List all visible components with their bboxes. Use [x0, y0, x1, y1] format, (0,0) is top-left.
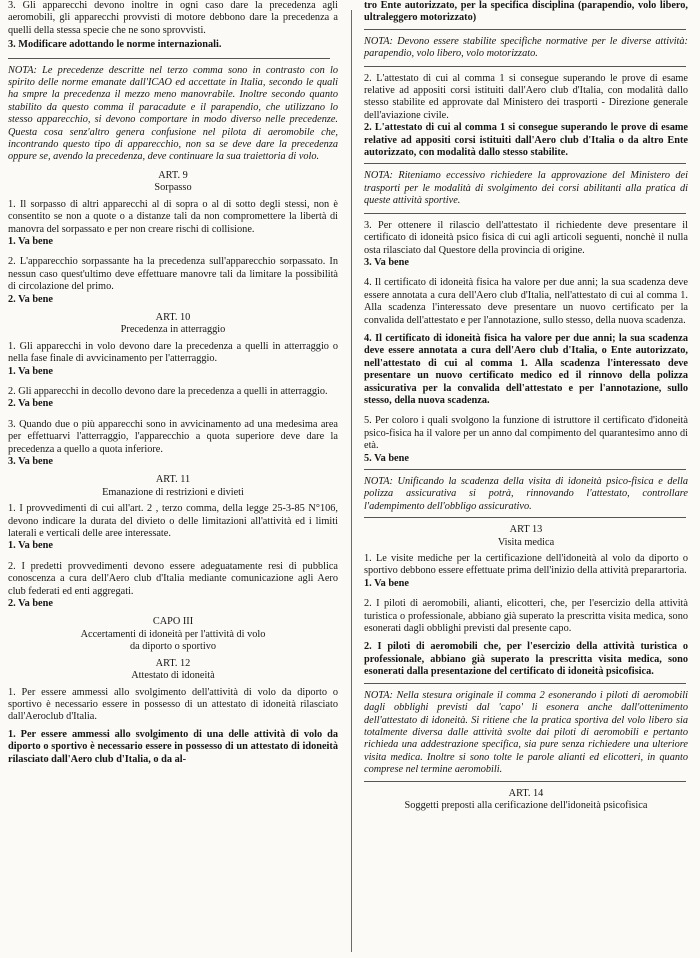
- note: NOTA: Nella stesura originale il comma 2 esonerando i piloti di aeromobili dagli obblighi previsti dal 'capo' li esonera anche dall'ottenimento dell'attestato di idoneità. Si ritiene che la pratica sportiva del volo libero sia totalmente diversa dalle attività svolte dai piloti di aeromobili e pertanto richieda una addestrazione specifica, sia pure senza richiedere una ulteriore visita medica. Inoltre si sono tolte le parole alianti ed elicotteri, in quanto comprese nel termine aeromobili.: [364, 689, 688, 776]
- article-heading: [8, 658, 338, 683]
- article-subtitle: Sorpasso: [154, 182, 192, 194]
- chapter-title: CAPO III: [152, 616, 194, 628]
- paragraph: 3. Quando due o più apparecchi sono in avvicinamento ad una medesima area per effettuarvi l'atterraggio, l'apparecchio a quota superiore deve dare la precedenza a quello a quota inferiore.: [8, 418, 338, 455]
- article-heading: [8, 312, 338, 337]
- paragraph: 1. I provvedimenti di cui all'art. 2 , terzo comma, della legge 25-3-85 N°106, devono indicare la durata del divieto o delle limitazioni all'attività ed i limiti laterali e verticali delle aree interessate.: [8, 503, 338, 540]
- approval: 3. Va bene: [8, 456, 53, 467]
- amendment: 4. Il certificato di idoneità fisica ha valore per due anni; la sua scadenza deve essere annotata a cura dell'Aero club d'Italia, o Ente autorizzato, nell'attestato di cui al comma 1. Alla scadenza l'interessato deve presentare un nuovo certificato medico ed il rinnovo della polizza assicurativa per la convalida dell'attestato e per l'annotazione, sullo stesso, della nuova scadenza.: [364, 332, 688, 406]
- approval: 1. Va bene: [8, 365, 53, 377]
- article-title: ART. 14: [508, 787, 544, 799]
- divider: [8, 58, 330, 59]
- article-subtitle: Attestato di idoneità: [131, 670, 215, 682]
- chapter-subtitle: Accertamenti di idoneità per l'attività di volo: [80, 628, 266, 640]
- amendment: 1. Per essere ammessi allo svolgimento di una delle attività di volo da diporto o sportivo è necessario essere in possesso di un attestato di idoneità rilasciato dall'Aero club d'Italia, o da al-: [8, 728, 338, 765]
- article-subtitle: Visita medica: [497, 536, 555, 548]
- article-heading: [8, 170, 338, 195]
- paragraph: 4. Il certificato di idoneità fisica ha valore per due anni; la sua scadenza deve essere annotata a cura dell'Aero club d'Italia, nell'attestato di cui al comma 1. Alla scadenza l'interessato deve presentare un nuovo certificato per la convalida dell'attestato e per l'annotazione, sullo stesso, della nuova scadenza.: [364, 277, 688, 326]
- article-title: ART. 12: [155, 657, 191, 669]
- article-title: ART 13: [509, 524, 543, 536]
- approval: 2. Va bene: [8, 598, 53, 610]
- paragraph: 1. Per essere ammessi allo svolgimento dell'attività di volo da diporto o sportivo è necessario essere in possesso di un attestato di idoneità rilasciato dall'Aeroclub d'Italia.: [8, 686, 338, 723]
- paragraph: 2. I piloti di aeromobili, alianti, elicotteri, che, per l'esercizio della attività turistica o professionale, abbiano già superato la prescritta visita medica, sono esonerati dagli obblighi previsti dal presente capo.: [364, 598, 688, 635]
- paragraph: 2. I predetti provvedimenti devono essere adeguatamente resi di pubblica conoscenza a cura dell'Aero club d'Italia mediante comunicazione agli Aero club federati ed enti aggregati.: [8, 560, 338, 597]
- article-heading: [364, 788, 688, 813]
- note: NOTA: Unificando la scadenza della visita di idoneità psico-fisica e della polizza assicurativa si potrà, rinnovando l'attestato, controllare l'adempimento dell'obbligo assicurativo.: [364, 476, 688, 512]
- left-column: [8, 0, 338, 766]
- approval: 2. Va bene: [8, 293, 53, 305]
- divider: [364, 683, 686, 684]
- amendment: 2. L'attestato di cui al comma 1 si consegue superando le prove di esame relative ad appositi corsi istituiti dall'Aero club d'Italia o da altro Ente autorizzato, con modalità dallo stesso stabilite.: [364, 122, 688, 159]
- note: NOTA: Le precedenze descritte nel terzo comma sono in contrasto con lo spirito delle norme emanate dall'ICAO ed accettate in Italia, secondo le quali ha smpre la precedenza il mezzo meno manovrabile. Inoltre secondo quanto stabilito da questo comma il paracadute e il parapendio, che utilizzano lo stesso apparecchio, si devono comportare in modo diverso nelle precedenze. Questa cosa senz'altro genera confusione nel pilota di aeromobile che, incontrando questo tipo di apparecchio, non sa se deve dare la precedenza oppure se, avendo la precedenza, deve continuare la sua traiettoria di volo.: [8, 64, 338, 163]
- divider: [364, 163, 686, 164]
- note: NOTA: Devono essere stabilite specifiche normative per le diverse attività: parapendio, volo libero, volo motorizzato.: [364, 35, 688, 60]
- paragraph: 1. Il sorpasso di altri apparecchi al di sopra o al di sotto degli stessi, non è consentito se non a quote o a distanze tali da non compromettere la libertà di manovra del sorpassato e per non creare rischi di collisione.: [8, 198, 338, 235]
- divider: [364, 29, 686, 30]
- column-divider: [351, 10, 352, 952]
- amendment: 3. Modificare adottando le norme internazionali.: [8, 39, 222, 51]
- article-title: ART. 9: [158, 169, 188, 181]
- divider: [364, 66, 686, 67]
- paragraph: 2. L'apparecchio sorpassante ha la precedenza sull'apparecchio sorpassato. In nessun caso quest'ultimo deve effettuare manovre tali da limitare la possibilità di circolazione del primo.: [8, 256, 338, 293]
- paragraph: 2. Gli apparecchi in decollo devono dare la precedenza a quelli in atterraggio.: [8, 385, 328, 397]
- article-heading: [8, 474, 338, 499]
- paragraph: 3. Per ottenere il rilascio dell'attestato il richiedente deve presentare il certificato di idoneità psico fisica di cui agli articoli seguenti, nonchè il nulla osta rilasciato dal Questore della provincia di origine.: [364, 219, 688, 256]
- paragraph: 3. Gli apparecchi devono inoltre in ogni caso dare la precedenza agli aeromobili, gli apparecchi provvisti di motore debbono dare la precedenza a quelli della stessa specie che ne sono sprovvisti.: [8, 0, 338, 36]
- note: NOTA: Riteniamo eccessivo richiedere la approvazione del Ministero dei trasporti per le modalità di svolgimento dei corsi abilitanti alla pratica di queste attività sportive.: [364, 170, 688, 207]
- approval: 5. Va bene: [364, 452, 409, 464]
- article-subtitle: Soggetti preposti alla cerificazione dell'idoneità psicofisica: [404, 799, 648, 811]
- approval: 1. Va bene: [8, 540, 53, 552]
- approval: 1. Va bene: [8, 235, 53, 247]
- paragraph: 5. Per coloro i quali svolgono la funzione di istruttore il certificato d'idoneità psico-fisica ha il valore per un anno dal compimento del quarantesimo anno di età.: [364, 415, 688, 452]
- article-title: ART. 10: [155, 311, 191, 323]
- article-title: ART. 11: [155, 474, 191, 486]
- approval: 3. Va bene: [364, 256, 409, 268]
- paragraph: 1. Le visite mediche per la certificazione dell'idoneità al volo da diporto o sportivo debbono essere effettuate prima dell'inizio della attività preparartoria.: [364, 553, 688, 577]
- paragraph: 2. L'attestato di cui al comma 1 si consegue superando le prove di esame relative ad appositi corsi istituiti dall'Aero club d'Italia, con modalità dallo stesso stabilite ed approvate dal Ministero dei trasporti - Direzione generale dell'aviazione civile.: [364, 72, 688, 121]
- amendment: 2. I piloti di aeromobili che, per l'esercizio della attività turistica o professionale, abbiano già superato la prescritta visita medica, sono esonerati dalla presentazione del certificato di idoneità psicofisica.: [364, 641, 688, 678]
- article-subtitle: Precedenza in atterraggio: [120, 324, 226, 336]
- right-column: [364, 0, 688, 816]
- divider: [364, 213, 686, 214]
- amendment: tro Ente autorizzato, per la specifica disciplina (parapendio, volo libero, ultraleggero motorizzato): [364, 0, 688, 24]
- paragraph: 1. Gli apparecchi in volo devono dare la precedenza a quelli in atterraggio o nella fase finale di avvicinamento per l'atterraggio.: [8, 340, 338, 365]
- approval: 2. Va bene: [8, 398, 53, 410]
- chapter-heading: [8, 616, 338, 653]
- article-subtitle: Emanazione di restrizioni e divieti: [102, 486, 244, 498]
- divider: [364, 517, 686, 518]
- divider: [364, 781, 686, 782]
- divider: [364, 469, 686, 470]
- approval: 1. Va bene: [364, 577, 409, 589]
- chapter-subtitle: da diporto o sportivo: [129, 641, 217, 653]
- article-heading: [364, 524, 688, 549]
